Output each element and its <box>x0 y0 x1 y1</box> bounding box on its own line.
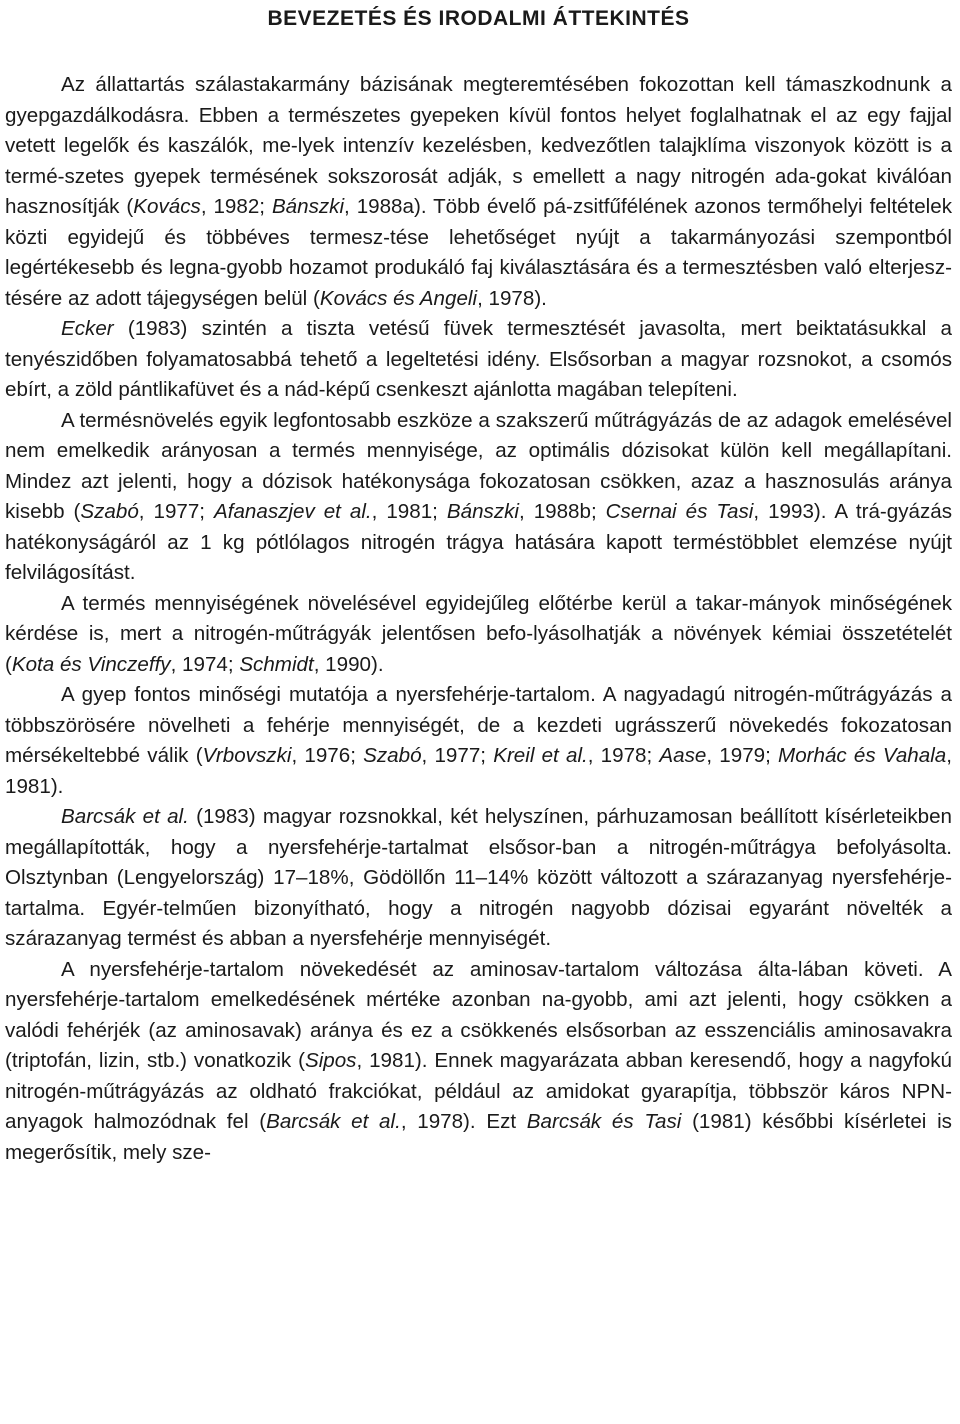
paragraph-text: , 1981). Ennek magyarázata abban keresendő, hogy a nagyfokú nitrogén-műtrágyázás az oldható frakciókat, például az amidokat gyarapítja, többször káros NPN-anyagok halmozódnak fel ( <box>5 1049 952 1133</box>
citation-author: Schmidt <box>239 652 314 676</box>
citation-author: Vrbovszki <box>202 744 292 767</box>
paragraph-text: , 1993). A trá-gyázás hatékonyságáról az 1 kg pótlólagos nitrogén trágya hatására kapott terméstöbblet elemzése nyújt felvilágosítást. <box>5 500 953 584</box>
paragraph <box>5 70 952 314</box>
paragraph <box>5 802 952 955</box>
paragraph <box>5 314 952 406</box>
citation-author: Barcsák et al. <box>61 805 189 828</box>
citation-author: Afanaszjev et al. <box>214 500 372 523</box>
paragraph-text: A gyep fontos minőségi mutatója a nyersfehérje-tartalom. A nagyadagú nitrogén-műtrágyázás a többszörösére növelheti a fehérje mennyiségét, de a kezdeti ugrásszerű növekedés fokozatosan mérsékeltebbé válik ( <box>5 683 952 767</box>
document-body <box>5 70 952 1168</box>
paragraph-text: , 1990). <box>313 652 384 676</box>
paragraph-text: A termésnövelés egyik legfontosabb eszköze a szakszerű műtrágyázás de az adagok emelésével nem emelkedik arányosan a termés mennyisége, az optimális dózisokat külön kell megállapítani. Mindez azt jelenti, hogy a dózisok hatékonysága fokozatosan csökken, azaz a hasznosulás aránya kisebb ( <box>5 408 952 523</box>
citation-author: Kovács és Angeli <box>319 286 478 310</box>
paragraph-text: , 1978). <box>477 286 547 310</box>
citation-author: Sipos <box>304 1049 357 1072</box>
citation-author: Ecker <box>61 317 114 340</box>
paragraph-text: , 1981). <box>5 744 952 798</box>
paragraph-text: (1983) szintén a tiszta vetésű füvek termesztését javasolta, mert beiktatásukkal a tenyészidőben folyamatosabbá tehető a legeltetési idény. Elsősorban a magyar rozsnokot, a csomós ebírt, a zöld pántlikafüvet és a nád-képű csenkeszt ajánlotta magában telepíteni. <box>5 317 952 401</box>
paragraph-text: (1983) magyar rozsnokkal, két helyszínen, párhuzamosan beállított kísérleteikben megállapították, hogy a nyersfehérje-tartalmat elsősor-ban a nitrogén-műtrágya befolyásolta. Olsztynban (Lengyelország) 17–18%, Gödöllőn 11–14% között változott a szárazanyag nyersfehérje-tartalma. Egyér-telműen bizonyítható, hogy a nitrogén nagyobb dózisai egyaránt növelték a szárazanyag termést és abban a nyersfehérje mennyiségét. <box>5 805 952 950</box>
citation-author: Kreil et al. <box>493 744 588 767</box>
paragraph-text: , 1977; <box>138 500 215 523</box>
paragraph-text: , 1988a). Több évelő pá-zsitfűfélének azonos termőhelyi feltételek közti egyidejű és többéves termesz-tése lehetőséget nyújt a takarmányozási szempontból legértékesebb és legna-gyobb hozamot produkáló faj kiválasztására és a termesztésben való elterjesz-tésére az adott tájegységen belül ( <box>5 195 952 310</box>
citation-author: Bánszki <box>446 500 519 523</box>
citation-author: Csernai és Tasi <box>605 500 754 523</box>
citation-author: Aase <box>659 744 707 767</box>
citation-author: Barcsák és Tasi <box>526 1110 682 1133</box>
citation-author: Szabó <box>80 500 139 523</box>
section-title: BEVEZETÉS ÉS IRODALMI ÁTTEKINTÉS <box>267 7 690 30</box>
paragraph-text: Az állattartás szálastakarmány bázisának megteremtésében fokozottan kell támaszkodnunk a gyepgazdálkodásra. Ebben a természetes gyepeken kívül fontos helyet foglalhatnak el az egy fajjal vetett legelők és kaszálók, me-lyek intenzív kezelésben, kedvezőtlen talajklíma viszonyok között is a termé-szetes gyepek termésének sokszorosát adják, s emellett a nagy nitrogén ada-gokat kiválóan hasznosítják ( <box>5 73 952 218</box>
paragraph-text: , 1979; <box>706 744 779 767</box>
citation-author: Bánszki <box>271 195 345 218</box>
citation-author: Morhác és Vahala <box>778 744 947 767</box>
paragraph-text: , 1974; <box>170 652 240 676</box>
paragraph <box>5 406 952 589</box>
paragraph-text: , 1978). Ezt <box>400 1110 527 1133</box>
paragraph-text: A termés mennyiségének növelésével egyidejűleg előtérbe kerül a takar-mányok minőségének kérdése is, mert a nitrogén-műtrágyák jelentősen befo-lyásolhatják a növények kémiai összetételét ( <box>5 591 952 676</box>
paragraph <box>5 680 952 802</box>
paragraph-text: , 1978; <box>587 744 660 767</box>
paragraph-text: , 1981; <box>371 500 447 523</box>
paragraph-text: A nyersfehérje-tartalom növekedését az aminosav-tartalom változása álta-lában követi. A nyersfehérje-tartalom emelkedésének mértéke azonban na-gyobb, ami azt jelenti, hogy csökken a valódi fehérjék (az aminosavak) aránya és ez a csökkenés elsősorban az esszenciális aminosavakra (triptofán, lizin, stb.) vonatkozik ( <box>5 957 952 1072</box>
paragraph <box>5 955 952 1169</box>
paragraph-text: , 1976; <box>291 744 364 767</box>
citation-author: Szabó <box>363 744 422 767</box>
citation-author: Barcsák et al. <box>266 1110 401 1133</box>
paragraph-text: , 1988b; <box>518 500 606 523</box>
paragraph-text: , 1982; <box>200 195 272 218</box>
paragraph <box>5 589 952 681</box>
citation-author: Kovács <box>133 195 201 218</box>
paragraph-text: (1981) későbbi kísérletei is megerősítik, mely sze- <box>5 1110 952 1164</box>
paragraph-text: , 1977; <box>421 744 494 767</box>
citation-author: Kota és Vinczeffy <box>11 652 171 676</box>
